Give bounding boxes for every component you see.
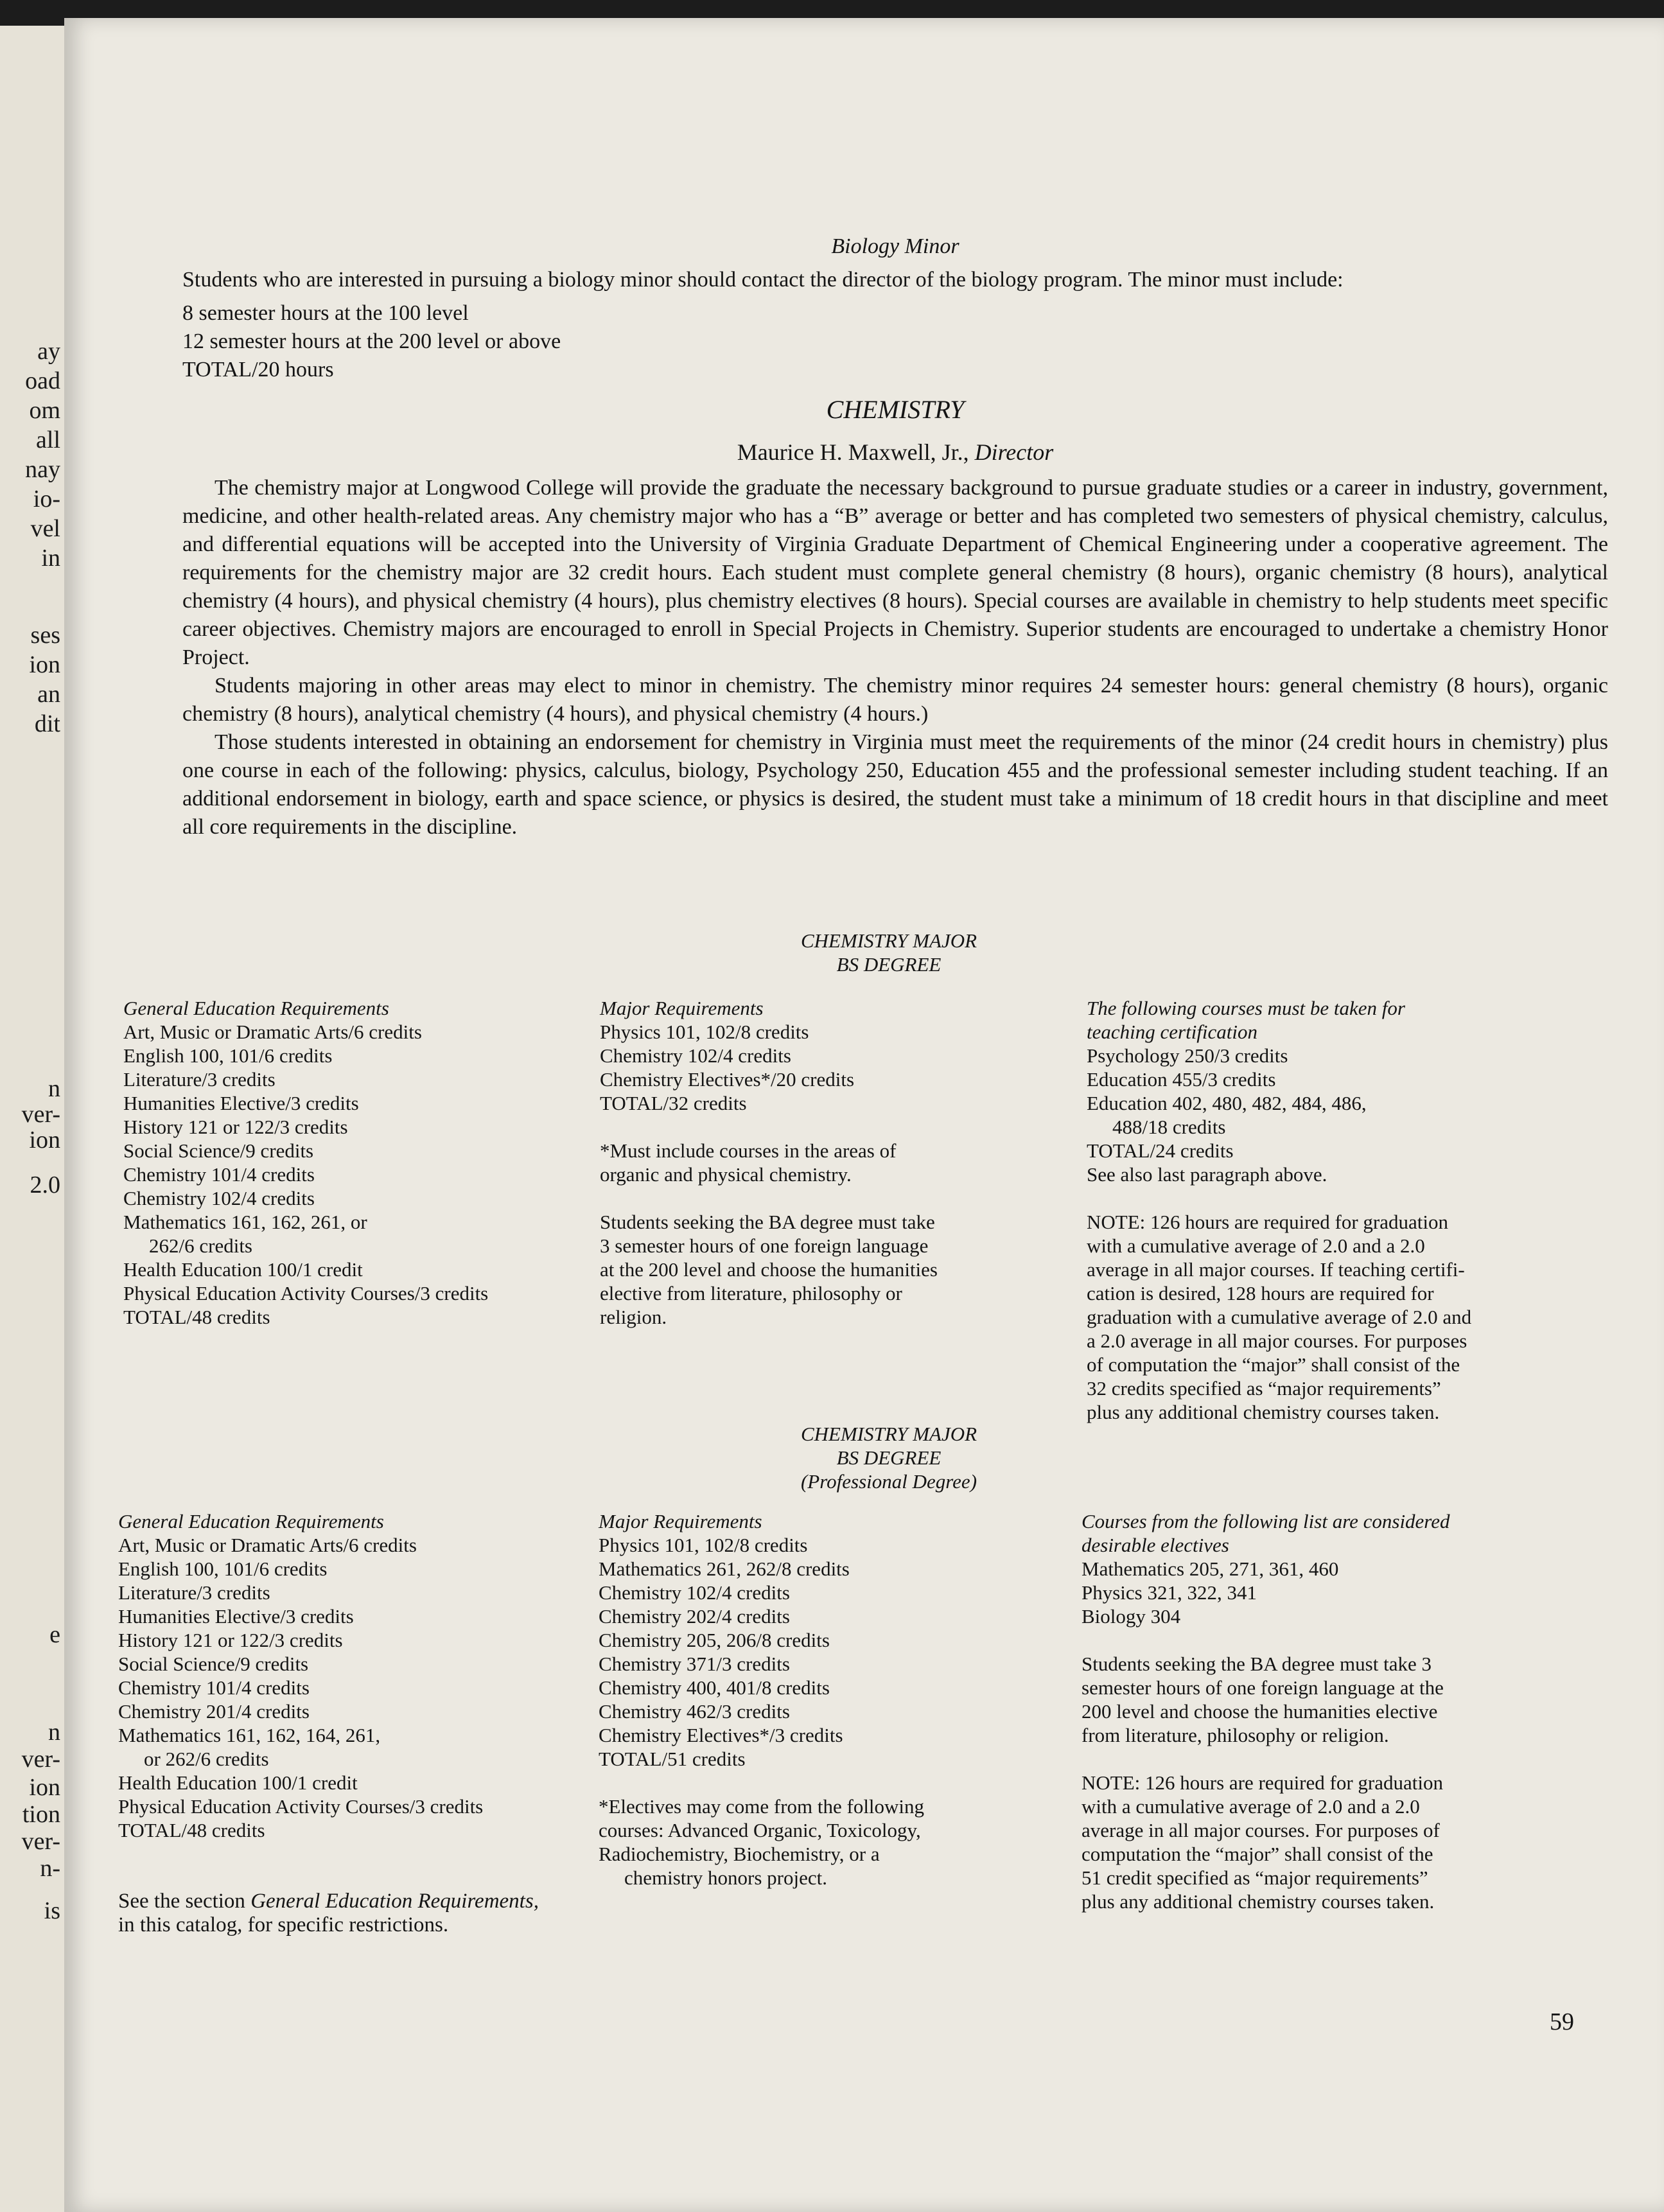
- prof-major-line: Chemistry Electives*/3 credits: [599, 1724, 843, 1746]
- left-fragment: n: [48, 1075, 60, 1102]
- bs-cert-note-line: with a cumulative average of 2.0 and a 2.0: [1087, 1234, 1425, 1257]
- bs-major-line: Chemistry Electives*/20 credits: [600, 1068, 855, 1091]
- bs-cert-note-line: 32 credits specified as “major requirements”: [1087, 1377, 1441, 1400]
- prof-major-note-line: Radiochemistry, Biochemistry, or a: [599, 1843, 880, 1865]
- page-number: 59: [1550, 2008, 1574, 2035]
- prof-note-line: NOTE: 126 hours are required for graduation: [1082, 1771, 1443, 1794]
- bs-cert-line: See also last paragraph above.: [1087, 1163, 1327, 1186]
- biology-minor-item: 8 semester hours at the 100 level: [182, 301, 469, 325]
- prof-ba-note-line: 200 level and choose the humanities elective: [1082, 1700, 1438, 1723]
- prof-major-line: Chemistry 102/4 credits: [599, 1581, 790, 1604]
- prof-degree-subtitle: BS DEGREE: [836, 1446, 941, 1469]
- bs-cert-note-line: plus any additional chemistry courses taken.: [1087, 1401, 1440, 1423]
- biology-minor-item: TOTAL/20 hours: [182, 358, 334, 382]
- bs-gen-ed-line: TOTAL/48 credits: [123, 1306, 270, 1328]
- prof-gen-ed-line: Humanities Elective/3 credits: [118, 1605, 354, 1628]
- prof-note-line: average in all major courses. For purposes of: [1082, 1819, 1440, 1841]
- prof-major-line: Physics 101, 102/8 credits: [599, 1534, 808, 1556]
- left-fragment: ver-: [21, 1828, 60, 1855]
- prof-electives-heading: desirable electives: [1082, 1534, 1229, 1556]
- bs-cert-line: Education 455/3 credits: [1087, 1068, 1276, 1091]
- bs-gen-ed-line: Health Education 100/1 credit: [123, 1258, 363, 1281]
- bs-gen-ed-line: Art, Music or Dramatic Arts/6 credits: [123, 1021, 422, 1043]
- left-page-edge: [0, 26, 64, 2212]
- prof-major-line: Mathematics 261, 262/8 credits: [599, 1558, 850, 1580]
- chemistry-director: [182, 438, 1608, 466]
- prof-gen-ed-line: English 100, 101/6 credits: [118, 1558, 328, 1580]
- left-fragment: vel: [30, 515, 60, 542]
- see-section-link: General Education Requirements,: [250, 1890, 539, 1913]
- prof-note-line: with a cumulative average of 2.0 and a 2.0: [1082, 1795, 1420, 1818]
- prof-gen-ed-line: Chemistry 201/4 credits: [118, 1700, 310, 1723]
- left-fragment: ion: [29, 651, 60, 678]
- see-section-note: [118, 1890, 645, 1913]
- bs-major-line: Chemistry 102/4 credits: [600, 1044, 791, 1067]
- bs-gen-ed-line: History 121 or 122/3 credits: [123, 1116, 348, 1138]
- prof-ba-note-line: Students seeking the BA degree must take 3: [1082, 1653, 1432, 1675]
- left-fragment: oad: [25, 367, 60, 394]
- bs-gen-ed-line: Social Science/9 credits: [123, 1139, 314, 1162]
- prof-major-line: Chemistry 202/4 credits: [599, 1605, 790, 1628]
- bs-major-heading: Major Requirements: [600, 997, 764, 1019]
- see-section-note-post: in this catalog, for specific restrictions.: [118, 1913, 449, 1936]
- left-fragment: om: [29, 397, 60, 424]
- bs-cert-note-line: average in all major courses. If teaching certifi-: [1087, 1258, 1465, 1281]
- bs-cert-note-line: NOTE: 126 hours are required for graduation: [1087, 1211, 1448, 1233]
- prof-gen-ed-heading: General Education Requirements: [118, 1510, 384, 1532]
- prof-gen-ed-line: Health Education 100/1 credit: [118, 1771, 358, 1794]
- left-fragment: n-: [40, 1855, 60, 1882]
- prof-major-line: TOTAL/51 credits: [599, 1748, 746, 1770]
- prof-gen-ed-column: [118, 1509, 645, 1937]
- bs-degree-subtitle: BS DEGREE: [836, 953, 941, 976]
- bs-cert-line: Psychology 250/3 credits: [1087, 1044, 1288, 1067]
- prof-gen-ed-line: Physical Education Activity Courses/3 credits: [118, 1795, 484, 1818]
- bs-cert-line: 488/18 credits: [1112, 1116, 1226, 1138]
- bs-major-line: TOTAL/32 credits: [600, 1092, 747, 1114]
- left-fragment: e: [49, 1621, 60, 1648]
- bs-cert-note-line: a 2.0 average in all major courses. For purposes: [1087, 1330, 1467, 1352]
- chemistry-paragraph: The chemistry major at Longwood College will provide the graduate the necessary background to pursue graduate studies or a career in industry, government, medicine, and other health-related areas. Any chemistry major who has a “B” average or better and has completed two semesters of physical chemistry, calculus, and differential equations will be accepted into the University of Virginia Graduate Department of Chemical Engineering under a cooperative agreement. The requirements for the chemistry major are 32 credit hours. Each student must complete general chemistry (8 hours), organic chemistry (8 hours), analytical chemistry (4 hours), and physical chemistry (4 hours), plus chemistry electives (8 hours). Special courses are available in chemistry to help students meet specific career objectives. Chemistry majors are encouraged to enroll in Special Projects in Chemistry. Superior students are encouraged to undertake a chemistry Honor Project.: [182, 476, 1608, 669]
- bs-gen-ed-line: Chemistry 101/4 credits: [123, 1163, 315, 1186]
- biology-minor-section: [182, 233, 1608, 384]
- bs-cert-heading: The following courses must be taken for: [1087, 997, 1405, 1019]
- bs-ba-note-line: elective from literature, philosophy or: [600, 1282, 902, 1304]
- left-fragment: is: [44, 1897, 60, 1924]
- left-fragment: in: [41, 545, 60, 572]
- left-fragment: 2.0: [30, 1172, 60, 1198]
- left-fragment: ver-: [21, 1101, 60, 1128]
- prof-major-heading: Major Requirements: [599, 1510, 762, 1532]
- biology-minor-title: Biology Minor: [831, 234, 959, 258]
- prof-ba-note-line: semester hours of one foreign language at the: [1082, 1676, 1444, 1699]
- bs-cert-note-line: of computation the “major” shall consist of the: [1087, 1353, 1460, 1376]
- bs-gen-ed-line: Literature/3 credits: [123, 1068, 276, 1091]
- prof-degree-title: CHEMISTRY MAJOR: [800, 1423, 977, 1445]
- left-fragment: ay: [37, 338, 60, 365]
- prof-electives-heading: Courses from the following list are considered: [1082, 1510, 1450, 1532]
- bs-gen-ed-line: Humanities Elective/3 credits: [123, 1092, 359, 1114]
- bs-gen-ed-heading: General Education Requirements: [123, 997, 389, 1019]
- left-fragment: ion: [29, 1127, 60, 1154]
- prof-major-line: Chemistry 371/3 credits: [599, 1653, 790, 1675]
- chemistry-title: CHEMISTRY: [826, 395, 965, 424]
- prof-gen-ed-line: or 262/6 credits: [144, 1748, 269, 1770]
- bs-gen-ed-line: Physical Education Activity Courses/3 credits: [123, 1282, 489, 1304]
- bs-major-line: Physics 101, 102/8 credits: [600, 1021, 809, 1043]
- bs-cert-note-line: cation is desired, 128 hours are required for: [1087, 1282, 1434, 1304]
- prof-major-note-line: courses: Advanced Organic, Toxicology,: [599, 1819, 921, 1841]
- bs-gen-ed-line: Mathematics 161, 162, 261, or: [123, 1211, 367, 1233]
- bs-gen-ed-line: Chemistry 102/4 credits: [123, 1187, 315, 1209]
- biology-minor-item: 12 semester hours at the 200 level or above: [182, 329, 561, 353]
- prof-major-note-line: *Electives may come from the following: [599, 1795, 925, 1818]
- left-fragment: io-: [33, 486, 60, 513]
- bs-major-note-line: organic and physical chemistry.: [600, 1163, 852, 1186]
- prof-major-note-line: chemistry honors project.: [624, 1866, 827, 1889]
- bs-certification-column: [1087, 996, 1600, 1424]
- bs-ba-note-line: Students seeking the BA degree must take: [600, 1211, 935, 1233]
- bs-degree-heading: [709, 929, 1069, 976]
- chemistry-paragraph: Those students interested in obtaining an endorsement for chemistry in Virginia must meet the requirements of the minor (24 credit hours in chemistry) plus one course in each of the following: physics, calculus, biology, Psychology 250, Education 455 and the professional semester including student teaching. If an additional endorsement in biology, earth and space science, or physics is desired, the student must take a minimum of 18 credit hours in that discipline and meet all core requirements in the discipline.: [182, 730, 1608, 839]
- bs-cert-line: TOTAL/24 credits: [1087, 1139, 1234, 1162]
- bs-cert-note-line: graduation with a cumulative average of 2.0 and: [1087, 1306, 1472, 1328]
- left-fragment: an: [37, 681, 60, 708]
- prof-gen-ed-line: Mathematics 161, 162, 164, 261,: [118, 1724, 381, 1746]
- prof-electives-line: Biology 304: [1082, 1605, 1181, 1628]
- left-fragment: nay: [25, 456, 60, 483]
- prof-gen-ed-line: Chemistry 101/4 credits: [118, 1676, 310, 1699]
- bs-cert-line: Education 402, 480, 482, 484, 486,: [1087, 1092, 1367, 1114]
- bs-major-column: [600, 996, 1088, 1329]
- prof-degree-qualifier: (Professional Degree): [800, 1470, 977, 1493]
- prof-gen-ed-line: Literature/3 credits: [118, 1581, 270, 1604]
- bs-gen-ed-line: English 100, 101/6 credits: [123, 1044, 333, 1067]
- chemistry-section: [182, 394, 1608, 841]
- prof-note-line: plus any additional chemistry courses taken.: [1082, 1890, 1435, 1913]
- bs-ba-note-line: at the 200 level and choose the humanities: [600, 1258, 938, 1281]
- prof-major-line: Chemistry 205, 206/8 credits: [599, 1629, 830, 1651]
- prof-electives-line: Physics 321, 322, 341: [1082, 1581, 1257, 1604]
- chemistry-paragraph: Students majoring in other areas may elect to minor in chemistry. The chemistry minor requires 24 semester hours: general chemistry (8 hours), organic chemistry (8 hours), analytical chemistry (4 hours), and physical chemistry (4 hours.): [182, 674, 1608, 726]
- left-fragment: ion: [29, 1774, 60, 1801]
- bs-degree-title: CHEMISTRY MAJOR: [800, 929, 977, 952]
- prof-gen-ed-line: TOTAL/48 credits: [118, 1819, 265, 1841]
- catalog-page: [64, 18, 1664, 2212]
- see-section-pre: See the section: [118, 1890, 251, 1913]
- prof-gen-ed-line: Social Science/9 credits: [118, 1653, 309, 1675]
- prof-major-line: Chemistry 462/3 credits: [599, 1700, 790, 1723]
- left-fragment: ver-: [21, 1746, 60, 1773]
- bs-gen-ed-line: 262/6 credits: [149, 1234, 252, 1257]
- left-fragment: dit: [34, 710, 60, 737]
- left-fragment: n: [48, 1719, 60, 1746]
- left-fragment: all: [36, 426, 60, 453]
- prof-major-column: [599, 1509, 1087, 1890]
- prof-electives-column: [1082, 1509, 1602, 1913]
- bs-ba-note-line: 3 semester hours of one foreign language: [600, 1234, 929, 1257]
- prof-major-line: Chemistry 400, 401/8 credits: [599, 1676, 830, 1699]
- left-fragment: ses: [30, 622, 60, 649]
- prof-electives-line: Mathematics 205, 271, 361, 460: [1082, 1558, 1339, 1580]
- prof-degree-heading: [709, 1422, 1069, 1493]
- prof-gen-ed-line: Art, Music or Dramatic Arts/6 credits: [118, 1534, 417, 1556]
- bs-gen-ed-column: [123, 996, 637, 1329]
- director-name: Maurice H. Maxwell, Jr.,: [737, 439, 975, 465]
- left-fragment: tion: [22, 1801, 60, 1828]
- bs-ba-note-line: religion.: [600, 1306, 667, 1328]
- director-role: Director: [974, 439, 1054, 465]
- bs-cert-heading: teaching certification: [1087, 1021, 1258, 1043]
- prof-ba-note-line: from literature, philosophy or religion.: [1082, 1724, 1389, 1746]
- bs-major-note-line: *Must include courses in the areas of: [600, 1139, 897, 1162]
- prof-note-line: computation the “major” shall consist of the: [1082, 1843, 1433, 1865]
- biology-minor-intro: Students who are interested in pursuing a biology minor should contact the director of the biology program. The minor must include:: [182, 268, 1344, 292]
- prof-note-line: 51 credit specified as “major requirements”: [1082, 1866, 1428, 1889]
- prof-gen-ed-line: History 121 or 122/3 credits: [118, 1629, 343, 1651]
